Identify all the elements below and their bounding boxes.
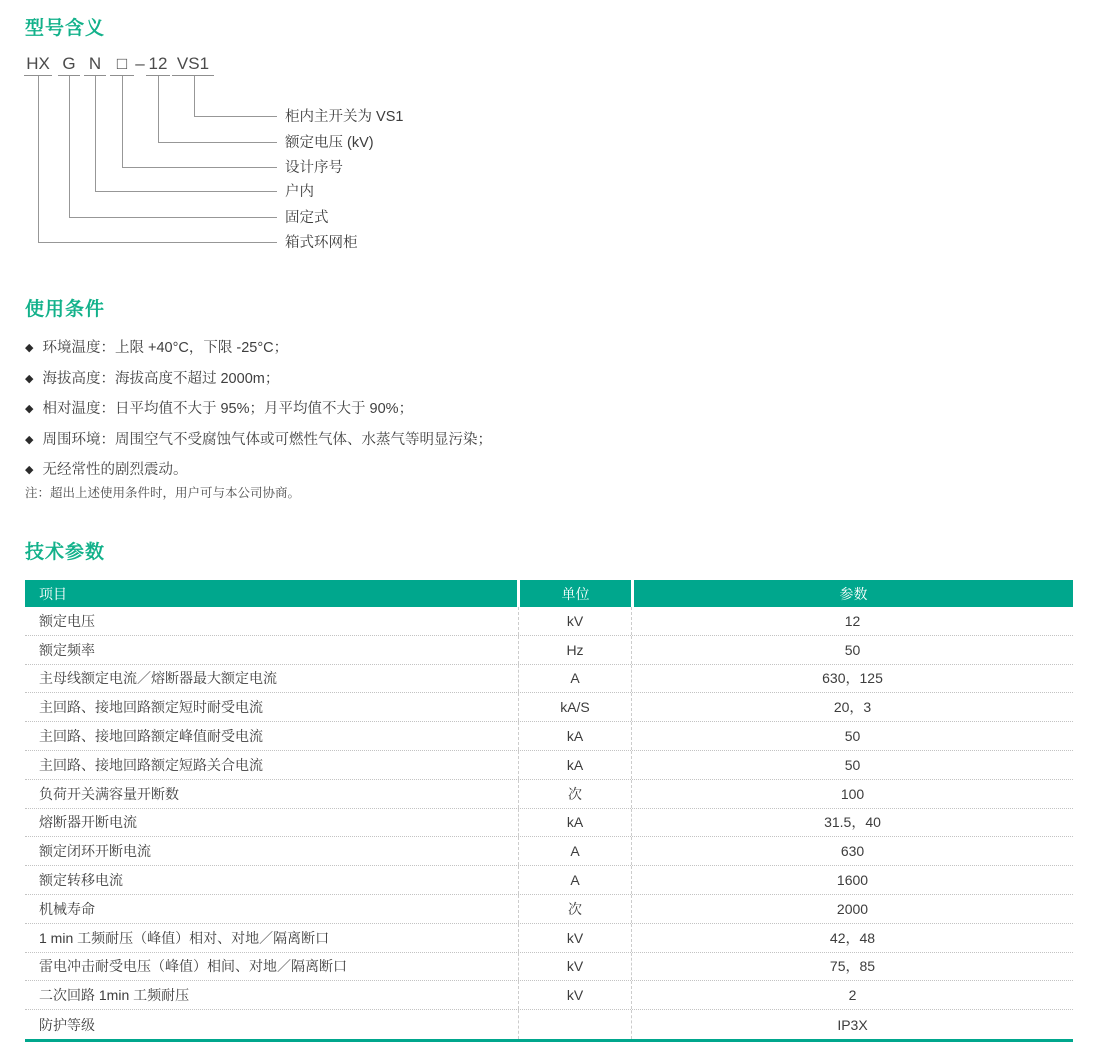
table-row	[25, 895, 1073, 924]
table-cell-parameter: 1600	[836, 872, 869, 889]
table-cell-unit: A	[519, 866, 632, 894]
model-code-part: 12	[146, 55, 170, 76]
table-cell-item: 额定闭环开断电流	[25, 837, 519, 865]
table-cell-unit: kA/S	[519, 693, 632, 721]
table-cell-unit	[519, 1010, 632, 1039]
section-heading-model-meaning: 型号含义	[25, 18, 106, 39]
table-row	[25, 953, 1073, 982]
table-cell-unit: kV	[519, 607, 632, 635]
table-cell-parameter: 100	[840, 785, 865, 802]
usage-condition-text: 相对温度：日平均值不大于 95%；月平均值不大于 90%；	[42, 401, 414, 417]
usage-condition-item	[25, 459, 492, 481]
model-designation-diagram	[0, 55, 620, 265]
table-row	[25, 751, 1073, 780]
table-cell-item: 二次回路 1min 工频耐压	[25, 981, 519, 1009]
table-cell-item: 额定频率	[25, 636, 519, 664]
model-meaning-label: 固定式	[285, 210, 329, 226]
table-cell-item: 负荷开关满容量开断数	[25, 780, 519, 808]
table-cell-parameter: 42，48	[829, 929, 876, 946]
table-cell-item: 雷电冲击耐受电压（峰值）相间、对地／隔离断口	[25, 953, 519, 981]
table-cell-item: 主回路、接地回路额定短时耐受电流	[25, 693, 519, 721]
table-row	[25, 809, 1073, 838]
table-row	[25, 693, 1073, 722]
table-cell-unit: kV	[519, 953, 632, 981]
usage-conditions-list	[25, 337, 492, 490]
model-meaning-label: 户内	[285, 184, 314, 200]
model-meaning-label: 额定电压 (kV)	[285, 135, 374, 151]
diamond-bullet-icon: ◆	[25, 433, 34, 446]
usage-condition-text: 海拔高度：海拔高度不超过 2000m；	[42, 370, 280, 387]
table-cell-item: 额定转移电流	[25, 866, 519, 894]
model-code-dash: –	[135, 54, 145, 73]
diamond-bullet-icon: ◆	[25, 342, 34, 354]
table-header-row	[25, 580, 1073, 607]
model-meaning-label: 设计序号	[285, 160, 343, 176]
model-meaning-label: 箱式环网柜	[285, 235, 358, 251]
table-cell-item: 熔断器开断电流	[25, 809, 519, 837]
table-bottom-rule	[25, 1039, 1073, 1042]
usage-condition-text: 周围环境：周围空气不受腐蚀气体或可燃性气体、水蒸气等明显污染；	[42, 431, 492, 448]
table-cell-item: 主母线额定电流／熔断器最大额定电流	[25, 665, 519, 693]
model-code-part: VS1	[172, 55, 214, 76]
table-cell-parameter: 630，125	[822, 670, 883, 687]
table-cell-unit: kV	[519, 924, 632, 952]
table-cell-parameter: 630	[840, 843, 865, 860]
table-cell-item: 主回路、接地回路额定峰值耐受电流	[25, 722, 519, 750]
table-cell-item: 机械寿命	[25, 895, 519, 923]
table-cell-unit: Hz	[519, 636, 632, 664]
table-row	[25, 866, 1073, 895]
table-cell-parameter: 2	[848, 987, 857, 1004]
table-cell-parameter: 50	[844, 641, 861, 658]
usage-condition-item	[25, 337, 492, 359]
table-row	[25, 607, 1073, 636]
table-row	[25, 837, 1073, 866]
model-connector-line	[38, 76, 277, 243]
table-row	[25, 722, 1073, 751]
table-cell-parameter: 50	[844, 756, 861, 773]
table-row	[25, 981, 1073, 1010]
table-cell-unit: kA	[519, 751, 632, 779]
section-heading-technical-parameters: 技术参数	[25, 542, 106, 563]
table-row	[25, 665, 1073, 694]
diamond-bullet-icon: ◆	[25, 372, 34, 385]
table-cell-parameter: 50	[844, 728, 861, 745]
table-cell-unit: A	[519, 665, 632, 693]
model-code-part: G	[58, 55, 80, 76]
table-cell-parameter: IP3X	[837, 1016, 868, 1033]
model-code-part: □	[110, 55, 134, 76]
table-cell-unit: kA	[519, 809, 632, 837]
table-cell-parameter: 20，3	[833, 699, 872, 716]
usage-condition-item	[25, 368, 492, 390]
table-cell-parameter: 2000	[836, 900, 869, 917]
usage-condition-item	[25, 429, 492, 451]
model-code-part: N	[84, 55, 106, 76]
table-cell-unit: 次	[519, 895, 632, 923]
table-cell-item: 1 min 工频耐压（峰值）相对、对地／隔离断口	[25, 924, 519, 952]
table-header-item: 项目	[25, 580, 517, 607]
table-cell-item: 额定电压	[25, 607, 519, 635]
table-header-parameter: 参数	[634, 580, 1073, 607]
table-header-unit: 单位	[520, 580, 631, 607]
table-cell-item: 防护等级	[25, 1010, 519, 1039]
table-cell-parameter: 31.5，40	[824, 814, 881, 831]
usage-condition-text: 无经常性的剧烈震动。	[42, 462, 188, 478]
model-meaning-label: 柜内主开关为 VS1	[285, 109, 404, 125]
table-cell-item: 主回路、接地回路额定短路关合电流	[25, 751, 519, 779]
section-heading-usage-conditions: 使用条件	[25, 299, 106, 320]
table-row	[25, 780, 1073, 809]
usage-condition-text: 环境温度：上限 +40°C，下限 -25°C；	[42, 340, 289, 356]
table-row	[25, 924, 1073, 953]
diamond-bullet-icon: ◆	[25, 403, 34, 415]
table-row	[25, 636, 1073, 665]
table-cell-parameter: 75，85	[829, 958, 876, 975]
usage-condition-item	[25, 398, 492, 420]
table-cell-unit: A	[519, 837, 632, 865]
diamond-bullet-icon: ◆	[25, 464, 34, 476]
table-cell-unit: 次	[519, 780, 632, 808]
table-cell-unit: kV	[519, 981, 632, 1009]
table-row	[25, 1010, 1073, 1039]
table-cell-unit: kA	[519, 722, 632, 750]
table-cell-parameter: 12	[844, 612, 861, 629]
usage-note: 注：超出上述使用条件时，用户可与本公司协商。	[25, 486, 301, 500]
technical-parameters-table	[25, 580, 1073, 1042]
model-code-part: HX	[24, 55, 52, 76]
table-body	[25, 607, 1073, 1039]
